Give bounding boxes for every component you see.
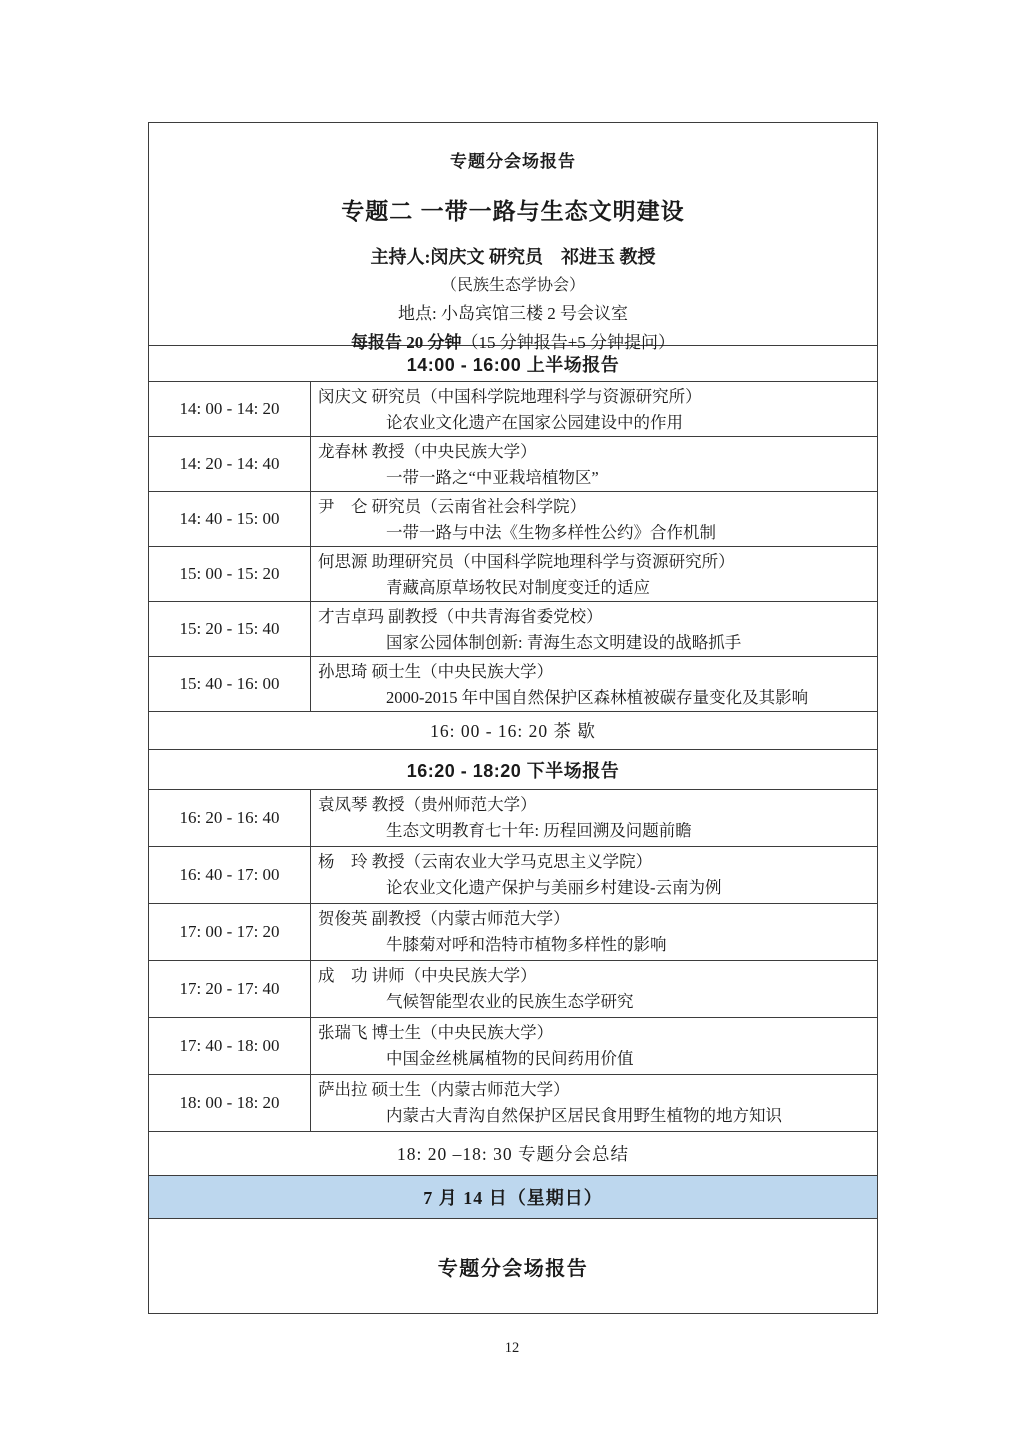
talk-cell bbox=[311, 961, 877, 1017]
section-row-second-half bbox=[149, 749, 877, 789]
section-label: 14:00 - 16:00 上半场报告 bbox=[406, 354, 620, 375]
date-band bbox=[149, 1175, 877, 1218]
talk-title: 内蒙古大青沟自然保护区居民食用野生植物的地方知识 bbox=[386, 1106, 782, 1125]
page-title: 专题二 一带一路与生态文明建设 bbox=[341, 198, 685, 224]
talk-title: 生态文明教育七十年: 历程回溯及问题前瞻 bbox=[386, 821, 692, 840]
talk-time: 14: 00 - 14: 20 bbox=[149, 382, 311, 436]
talk-time: 14: 40 - 15: 00 bbox=[149, 492, 311, 546]
talk-speaker: 尹 仑 研究员（云南省社会科学院） bbox=[318, 497, 587, 516]
hosts-line: 主持人:闵庆文 研究员 祁进玉 教授 bbox=[370, 247, 656, 267]
table-row bbox=[149, 846, 877, 903]
table-row bbox=[149, 960, 877, 1017]
talk-speaker: 袁凤琴 教授（贵州师范大学） bbox=[318, 795, 537, 814]
talk-cell bbox=[311, 657, 877, 711]
talk-time: 15: 40 - 16: 00 bbox=[149, 657, 311, 711]
table-row bbox=[149, 381, 877, 436]
location-line: 地点: 小岛宾馆三楼 2 号会议室 bbox=[398, 304, 628, 323]
talk-speaker: 萨出拉 硕士生（内蒙古师范大学） bbox=[318, 1080, 570, 1099]
footer-title: 专题分会场报告 bbox=[437, 1257, 589, 1280]
hosts-org: （民族生态学协会） bbox=[440, 277, 585, 294]
talk-title: 青藏高原草场牧民对制度变迁的适应 bbox=[386, 578, 650, 597]
talk-cell bbox=[311, 602, 877, 656]
talk-title: 2000-2015 年中国自然保护区森林植被碳存量变化及其影响 bbox=[386, 688, 809, 707]
doc-subtitle: 专题分会场报告 bbox=[450, 152, 576, 171]
table-row bbox=[149, 903, 877, 960]
section-label: 16:20 - 18:20 下半场报告 bbox=[406, 760, 620, 781]
program-table bbox=[148, 122, 878, 1314]
talk-speaker: 闵庆文 研究员（中国科学院地理科学与资源研究所） bbox=[318, 387, 702, 406]
talk-speaker: 才吉卓玛 副教授（中共青海省委党校） bbox=[318, 607, 603, 626]
summary-row bbox=[149, 1131, 877, 1175]
footer-title-cell bbox=[149, 1218, 877, 1313]
section-label: 18: 20 –18: 30 专题分会总结 bbox=[397, 1144, 629, 1164]
talk-title: 国家公园体制创新: 青海生态文明建设的战略抓手 bbox=[386, 633, 742, 652]
talk-cell bbox=[311, 1075, 877, 1131]
section-row-first-half bbox=[149, 345, 877, 381]
talk-title: 一带一路与中法《生物多样性公约》合作机制 bbox=[386, 523, 716, 542]
talk-time: 17: 20 - 17: 40 bbox=[149, 961, 311, 1017]
talk-cell bbox=[311, 790, 877, 846]
talk-title: 气候智能型农业的民族生态学研究 bbox=[386, 992, 634, 1011]
talk-cell bbox=[311, 547, 877, 601]
talk-speaker: 孙思琦 硕士生（中央民族大学） bbox=[318, 662, 554, 681]
talk-time: 15: 00 - 15: 20 bbox=[149, 547, 311, 601]
talk-time: 17: 40 - 18: 00 bbox=[149, 1018, 311, 1074]
talk-time: 18: 00 - 18: 20 bbox=[149, 1075, 311, 1131]
talk-cell bbox=[311, 1018, 877, 1074]
talk-title: 一带一路之“中亚栽培植物区” bbox=[386, 468, 599, 487]
talk-cell bbox=[311, 847, 877, 903]
table-row bbox=[149, 436, 877, 491]
talk-time: 14: 20 - 14: 40 bbox=[149, 437, 311, 491]
talk-speaker: 成 功 讲师（中央民族大学） bbox=[318, 966, 537, 985]
talk-cell bbox=[311, 437, 877, 491]
date-band-label: 7 月 14 日（星期日） bbox=[423, 1188, 603, 1208]
talk-time: 16: 20 - 16: 40 bbox=[149, 790, 311, 846]
talk-title: 中国金丝桃属植物的民间药用价值 bbox=[386, 1049, 634, 1068]
talk-cell bbox=[311, 904, 877, 960]
talk-time: 16: 40 - 17: 00 bbox=[149, 847, 311, 903]
table-row bbox=[149, 1017, 877, 1074]
talk-title: 论农业文化遗产在国家公园建设中的作用 bbox=[386, 413, 683, 432]
table-header bbox=[149, 123, 877, 352]
talk-speaker: 贺俊英 副教授（内蒙古师范大学） bbox=[318, 909, 570, 928]
duration-bold: 每报告 20 分钟 bbox=[350, 333, 462, 352]
talk-cell bbox=[311, 382, 877, 436]
page-number: 12 bbox=[504, 1340, 520, 1356]
talk-speaker: 张瑞飞 博士生（中央民族大学） bbox=[318, 1023, 554, 1042]
tea-break-row bbox=[149, 711, 877, 749]
section-label: 16: 00 - 16: 20 茶 歇 bbox=[430, 721, 596, 741]
talk-time: 17: 00 - 17: 20 bbox=[149, 904, 311, 960]
talk-title: 论农业文化遗产保护与美丽乡村建设-云南为例 bbox=[386, 878, 722, 897]
talk-cell bbox=[311, 492, 877, 546]
talk-speaker: 何思源 助理研究员（中国科学院地理科学与资源研究所） bbox=[318, 552, 735, 571]
talk-speaker: 杨 玲 教授（云南农业大学马克思主义学院） bbox=[318, 852, 653, 871]
table-row bbox=[149, 1074, 877, 1131]
talk-time: 15: 20 - 15: 40 bbox=[149, 602, 311, 656]
table-row bbox=[149, 601, 877, 656]
talk-speaker: 龙春林 教授（中央民族大学） bbox=[318, 442, 537, 461]
table-row bbox=[149, 789, 877, 846]
table-row bbox=[149, 656, 877, 711]
talk-title: 牛膝菊对呼和浩特市植物多样性的影响 bbox=[386, 935, 667, 954]
table-row bbox=[149, 546, 877, 601]
table-row bbox=[149, 491, 877, 546]
duration-rest: （15 分钟报告+5 分钟提问） bbox=[461, 333, 676, 352]
